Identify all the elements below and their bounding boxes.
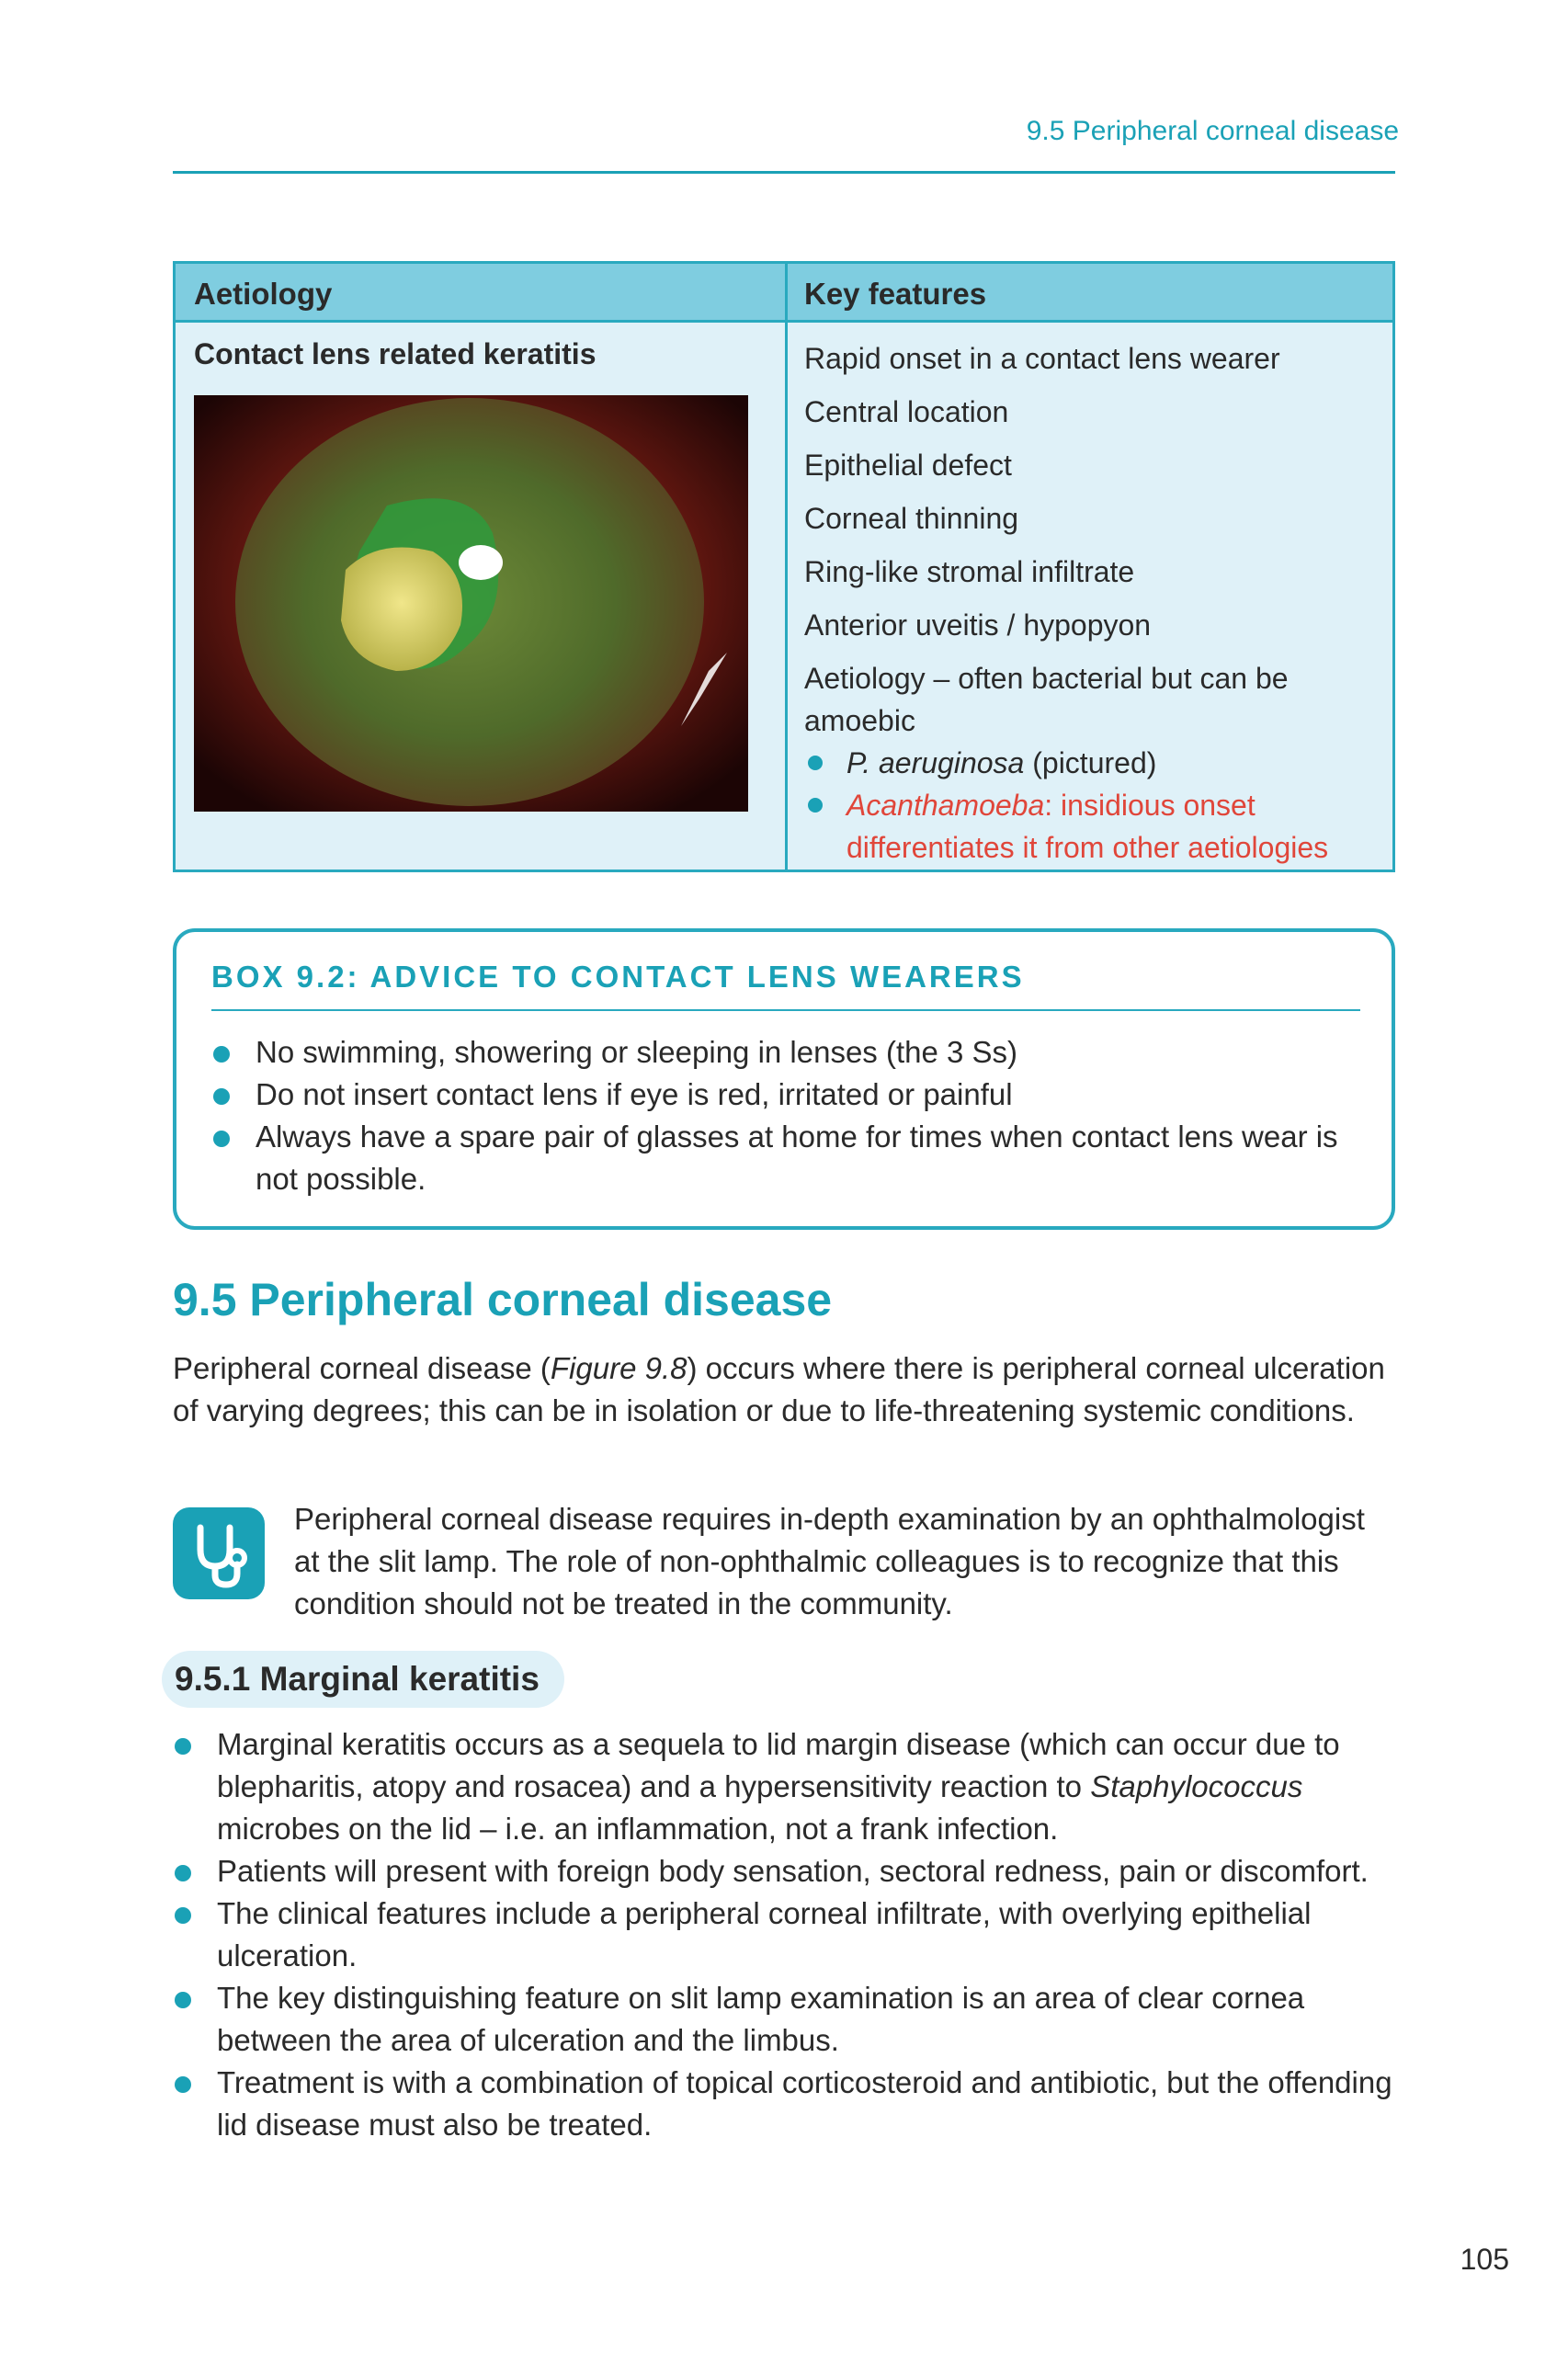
- feature-item: Central location: [804, 395, 1009, 428]
- sub-bullet-text: : insidious onset differentiates it from other aetiologies: [846, 789, 1329, 864]
- box-list: [211, 1031, 1369, 1200]
- marginal-keratitis-list: [173, 1723, 1395, 2146]
- list-item: [211, 1074, 1369, 1116]
- list-item: [211, 1031, 1369, 1074]
- advice-box: [173, 928, 1395, 1230]
- subsection-heading: [162, 1651, 564, 1708]
- stethoscope-icon: [173, 1507, 265, 1599]
- intro-text: ) occurs where there is peripheral corneal ulceration of varying degrees; this can be in isolation or due to life-threatening systemic conditions.: [173, 1351, 1385, 1427]
- organism-name: P. aeruginosa: [846, 746, 1025, 779]
- table-column-divider: [785, 264, 788, 870]
- list-item-text: Treatment is with a combination of topical corticosteroid and antibiotic, but the offending lid disease must also be treated.: [217, 2065, 1392, 2142]
- section-title: 9.5 Peripheral corneal disease: [173, 1274, 833, 1325]
- list-item-text: Do not insert contact lens if eye is red, irritated or painful: [256, 1077, 1013, 1111]
- bullet-dot: [175, 1907, 191, 1924]
- organism-name: Acanthamoeba: [846, 789, 1045, 822]
- box-title-rule: [211, 1009, 1360, 1011]
- header-rule: [173, 171, 1395, 174]
- bullet-dot: [213, 1088, 230, 1105]
- feature-item: Epithelial defect: [804, 449, 1012, 482]
- list-item-text: The clinical features include a peripheral corneal infiltrate, with overlying epithelial ulceration.: [217, 1896, 1312, 1972]
- intro-text: Peripheral corneal disease (: [173, 1351, 551, 1385]
- feature-item: Ring-like stromal infiltrate: [804, 555, 1135, 588]
- subsection-title: 9.5.1 Marginal keratitis: [175, 1660, 540, 1698]
- header-aetiology: Aetiology: [194, 277, 333, 311]
- feature-item: Corneal thinning: [804, 502, 1019, 535]
- list-item: [211, 1116, 1369, 1200]
- list-item-text: microbes on the lid – i.e. an inflammation, not a frank infection.: [217, 1812, 1059, 1846]
- list-item: [173, 2062, 1395, 2146]
- bullet-dot: [808, 756, 823, 770]
- sub-bullet-p-aeruginosa: [804, 742, 1374, 784]
- section-intro: [173, 1347, 1395, 1432]
- list-item-text: No swimming, showering or sleeping in lenses (the 3 Ss): [256, 1035, 1018, 1069]
- running-head: 9.5 Peripheral corneal disease: [1026, 116, 1399, 146]
- feature-item: Aetiology – often bacterial but can be amoebic: [804, 662, 1289, 737]
- list-item-text: Patients will present with foreign body sensation, sectoral redness, pain or discomfort.: [217, 1854, 1369, 1888]
- bullet-dot: [175, 1865, 191, 1881]
- aetiology-name: Contact lens related keratitis: [194, 337, 597, 370]
- list-item: [173, 1723, 1395, 1850]
- sub-bullet-text: (pictured): [1024, 746, 1157, 779]
- bullet-dot: [213, 1131, 230, 1147]
- clinical-note: Peripheral corneal disease requires in-depth examination by an ophthalmologist at the slit lamp. The role of non-ophthalmic colleagues is to recognize that this condition should not be treated in the community.: [294, 1502, 1365, 1620]
- box-title: BOX 9.2: ADVICE TO CONTACT LENS WEARERS: [211, 960, 1025, 994]
- list-item: [173, 1977, 1395, 2062]
- list-item: [173, 1850, 1395, 1893]
- aetiology-table: [173, 261, 1395, 872]
- bullet-dot: [175, 1738, 191, 1755]
- bullet-dot: [175, 1992, 191, 2008]
- sub-bullet-acanthamoeba: [804, 784, 1374, 869]
- organism-name: Staphylococcus: [1090, 1769, 1303, 1803]
- bullet-dot: [175, 2076, 191, 2093]
- table-header-row: [176, 264, 1392, 323]
- list-item-text: Always have a spare pair of glasses at home for times when contact lens wear is not possible.: [256, 1120, 1338, 1196]
- key-features-list: [804, 337, 1374, 869]
- eye-photo: [194, 395, 748, 812]
- bullet-dot: [808, 798, 823, 813]
- list-item: [173, 1893, 1395, 1977]
- bullet-dot: [213, 1046, 230, 1063]
- page-number: 105: [1460, 2243, 1509, 2276]
- feature-item: Anterior uveitis / hypopyon: [804, 608, 1152, 642]
- feature-item: Rapid onset in a contact lens wearer: [804, 342, 1280, 375]
- list-item-text: Marginal keratitis occurs as a sequela to lid margin disease (which can occur due to blepharitis, atopy and rosacea) and a hypersensitivity reaction to: [217, 1727, 1340, 1803]
- list-item-text: The key distinguishing feature on slit lamp examination is an area of clear cornea between the area of ulceration and the limbus.: [217, 1981, 1305, 2057]
- header-key-features: Key features: [804, 277, 987, 311]
- figure-reference: Figure 9.8: [550, 1351, 687, 1385]
